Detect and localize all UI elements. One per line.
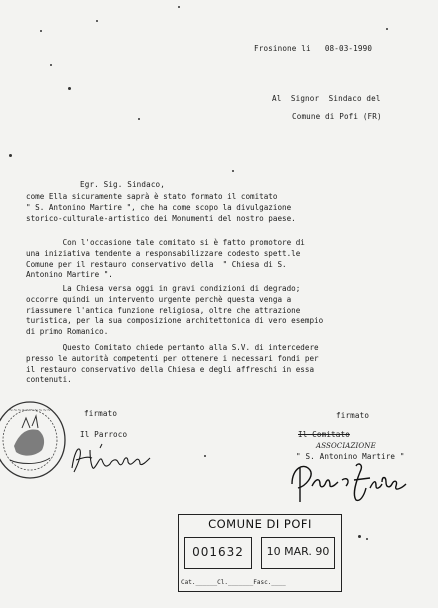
scan-speck [138,118,140,120]
body-paragraph-3: La Chiesa versa oggi in gravi condizioni di degrado; occorre quindi un intervento urgente perchè questa venga a riassumere l'antica funzione religiosa, oltre che attrazione turistica, per la sua composizione architettonica di vero esempio di primo Romanico. [26,284,324,337]
protocol-date-box [261,537,335,569]
svg-text:~~~~~~~~~~: ~~~~~~~~~~ [9,408,51,414]
scan-speck [9,154,12,157]
right-signature-org: " S. Antonino Martire " [296,452,405,461]
comitato-handwritten-signature [286,458,414,506]
protocol-stamp [178,514,342,592]
scan-speck [68,87,71,90]
right-signature-label: firmato [336,411,370,420]
right-signature-role-struck: Il Comitato [298,430,350,439]
scan-speck [204,455,206,457]
scan-speck [232,170,234,172]
stamp-title: COMUNE DI POFI [208,517,312,531]
recipient-line-1: Al Signor Sindaco del [272,94,381,103]
left-signature-role: Il Parroco [80,430,128,439]
body-paragraph-4: Questo Comitato chiede pertanto alla S.V. di intercedere presso le autorità competenti per ottenere i necessari fondi per il restauro conservativo della Chiesa e degli affreschi in essa contenuti. [26,343,319,385]
recipient-line-2: Comune di Pofi (FR) [292,112,382,121]
protocol-number-box [184,537,252,569]
body-paragraph-2: Con l'occasione tale comitato si è fatto promotore di una iniziativa tendente a responsabilizzare codesto spett.le Comune per il restauro conservativo della " Chiesa di S. Antonino Martire ". [26,238,305,280]
left-signature-label: firmato [84,409,118,418]
protocol-date: 10 MAR. 90 [266,545,330,558]
protocol-number: 001632 [192,545,244,559]
parroco-handwritten-signature [66,440,156,480]
scan-speck [386,28,388,30]
scan-speck [178,6,180,8]
scan-speck [50,64,52,66]
handwritten-associazione: ASSOCIAZIONE [316,442,376,450]
scan-speck [366,538,368,540]
parish-seal-stamp [0,398,70,482]
scan-speck [40,30,42,32]
body-paragraph-1: come Ella sicuramente saprà è stato formato il comitato " S. Antonino Martire ", che ha come scopo la divulgazione storico-culturale-artistico dei Monumenti del nostro paese. [26,192,296,223]
salutation: Egr. Sig. Sindaco, [80,180,165,189]
place-date: Frosinone li 08-03-1990 [254,44,373,53]
stamp-footer: Cat.______Cl._______Fasc.____ [181,579,286,586]
scan-speck [358,535,361,538]
scan-speck [96,20,98,22]
